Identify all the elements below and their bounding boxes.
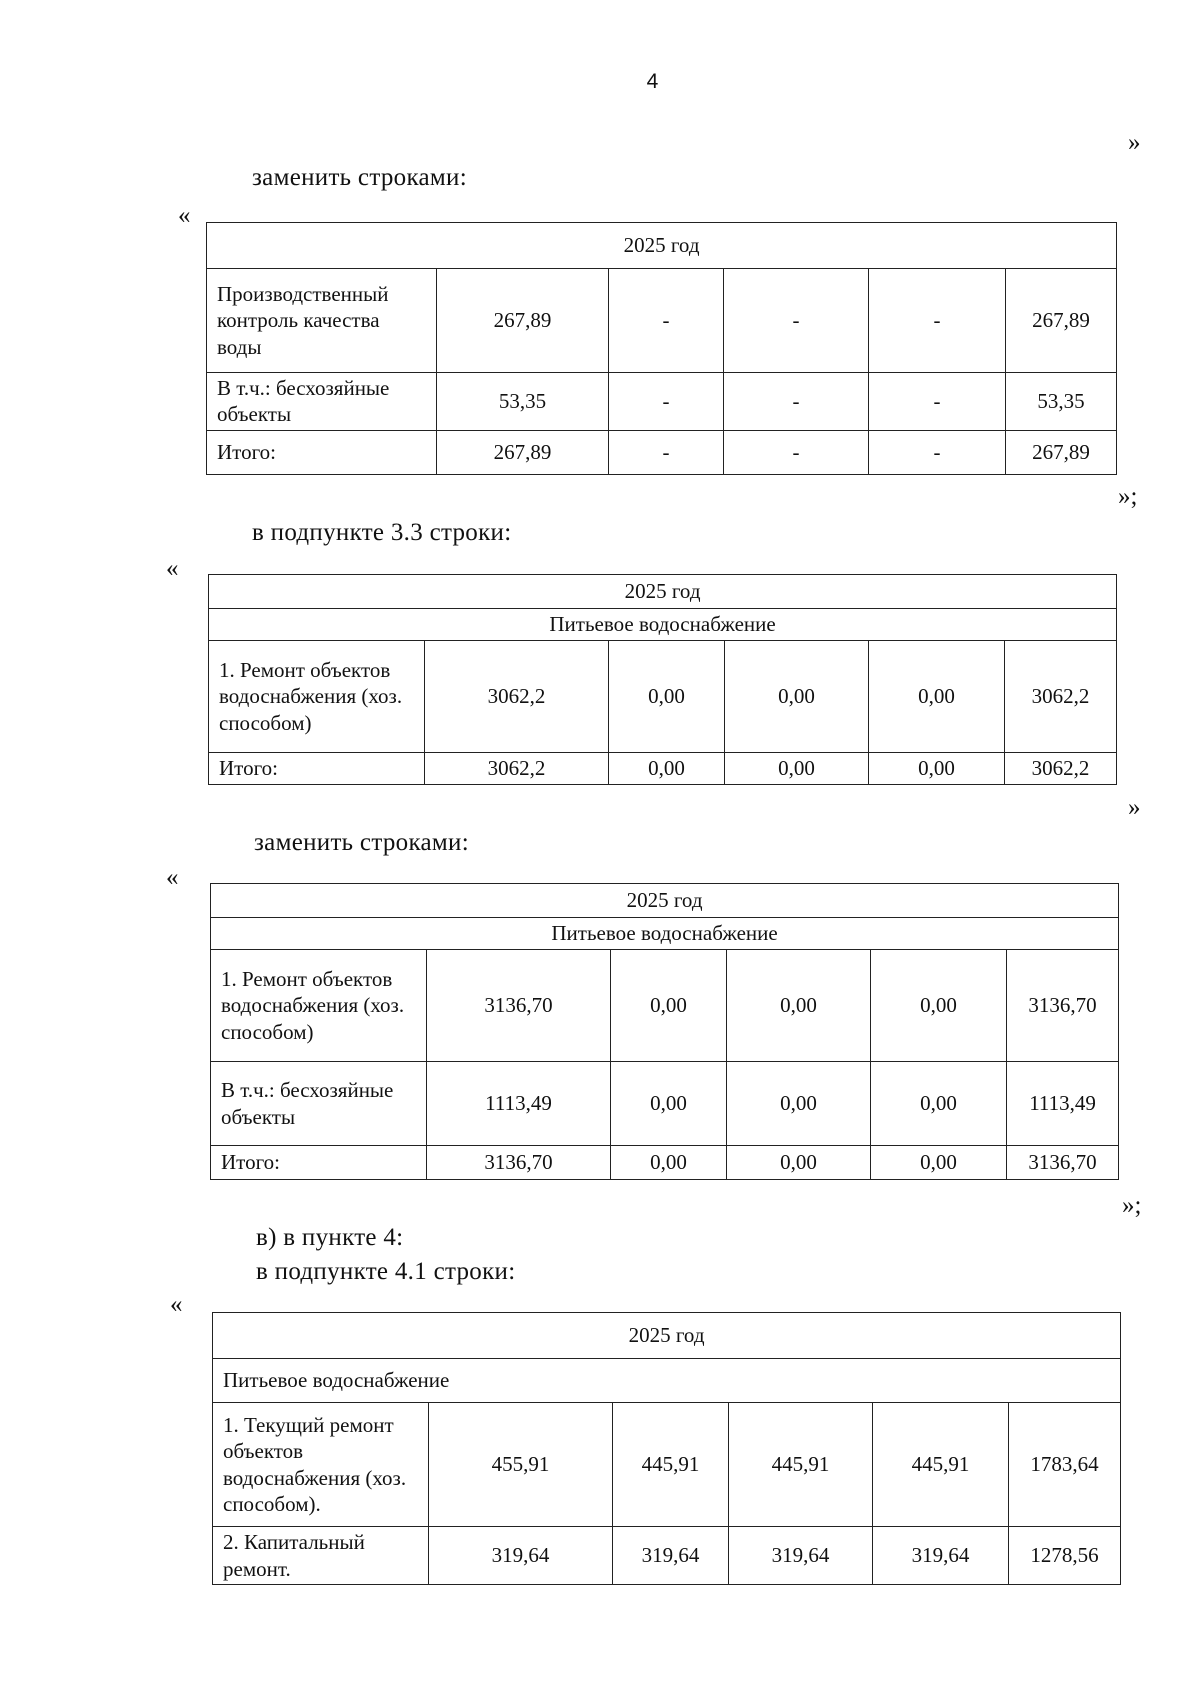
cell-value: 0,00 xyxy=(725,641,869,753)
cell-value: 1113,49 xyxy=(427,1062,611,1146)
row-label: Производственный контроль качества воды xyxy=(207,269,437,373)
table-year-header: 2025 год xyxy=(207,223,1117,269)
cell-value: - xyxy=(724,373,869,431)
opening-quote: « xyxy=(166,864,179,891)
cell-value: 445,91 xyxy=(729,1403,873,1527)
cell-value: - xyxy=(724,430,869,474)
cell-value: 3136,70 xyxy=(427,1146,611,1180)
cell-value: 0,00 xyxy=(869,641,1005,753)
cell-value: 0,00 xyxy=(727,950,871,1062)
cell-value: 0,00 xyxy=(609,753,725,785)
table-1 xyxy=(206,222,1117,475)
table-subheader: Питьевое водоснабжение xyxy=(213,1359,1121,1403)
cell-value: 3062,2 xyxy=(425,753,609,785)
row-label: В т.ч.: бесхозяйные объекты xyxy=(207,373,437,431)
cell-value: 267,89 xyxy=(437,430,609,474)
table-2 xyxy=(208,574,1117,785)
cell-value: - xyxy=(609,269,724,373)
cell-value: 0,00 xyxy=(871,1146,1007,1180)
cell-value: 0,00 xyxy=(725,753,869,785)
opening-quote: « xyxy=(166,555,179,582)
cell-value: 3136,70 xyxy=(1007,1146,1119,1180)
page-number: 4 xyxy=(646,70,659,93)
closing-quote: » xyxy=(1128,794,1141,821)
cell-value: 319,64 xyxy=(613,1527,729,1585)
cell-value: 455,91 xyxy=(429,1403,613,1527)
table-subheader: Питьевое водоснабжение xyxy=(209,609,1117,641)
row-label: 1. Текущий ремонт объектов водоснабжения (хоз. способом). xyxy=(213,1403,429,1527)
table-3 xyxy=(210,883,1119,1180)
row-label-total: Итого: xyxy=(209,753,425,785)
cell-value: 0,00 xyxy=(727,1062,871,1146)
cell-value: 53,35 xyxy=(437,373,609,431)
cell-value: 3062,2 xyxy=(1005,753,1117,785)
row-label: 1. Ремонт объектов водоснабжения (хоз. способом) xyxy=(209,641,425,753)
cell-value: 319,64 xyxy=(729,1527,873,1585)
cell-value: 0,00 xyxy=(727,1146,871,1180)
paragraph-replace-with: заменить строками: xyxy=(252,164,467,191)
table-year-header: 2025 год xyxy=(209,575,1117,609)
opening-quote: « xyxy=(170,1291,183,1318)
cell-value: - xyxy=(724,269,869,373)
table-year-header: 2025 год xyxy=(213,1313,1121,1359)
cell-value: - xyxy=(609,430,724,474)
paragraph-replace-with: заменить строками: xyxy=(254,829,469,856)
closing-quote: » xyxy=(1128,129,1141,156)
cell-value: 445,91 xyxy=(613,1403,729,1527)
cell-value: 0,00 xyxy=(611,950,727,1062)
table-4 xyxy=(212,1312,1121,1585)
paragraph-item-4: в) в пункте 4: xyxy=(256,1224,404,1251)
table-subheader: Питьевое водоснабжение xyxy=(211,918,1119,950)
cell-value: - xyxy=(869,373,1006,431)
cell-value: 3062,2 xyxy=(1005,641,1117,753)
table-year-header: 2025 год xyxy=(211,884,1119,918)
cell-value: 1113,49 xyxy=(1007,1062,1119,1146)
cell-value: 1783,64 xyxy=(1009,1403,1121,1527)
cell-value: 267,89 xyxy=(437,269,609,373)
row-label-total: Итого: xyxy=(207,430,437,474)
cell-value: - xyxy=(609,373,724,431)
cell-value: 0,00 xyxy=(871,1062,1007,1146)
cell-value: - xyxy=(869,430,1006,474)
row-label: В т.ч.: бесхозяйные объекты xyxy=(211,1062,427,1146)
opening-quote: « xyxy=(178,202,191,229)
cell-value: 0,00 xyxy=(871,950,1007,1062)
row-label-total: Итого: xyxy=(211,1146,427,1180)
row-label: 1. Ремонт объектов водоснабжения (хоз. способом) xyxy=(211,950,427,1062)
cell-value: 0,00 xyxy=(611,1146,727,1180)
cell-value: 319,64 xyxy=(873,1527,1009,1585)
closing-quote: »; xyxy=(1122,1192,1142,1219)
cell-value: 319,64 xyxy=(429,1527,613,1585)
closing-quote: »; xyxy=(1118,483,1138,510)
cell-value: - xyxy=(869,269,1006,373)
cell-value: 1278,56 xyxy=(1009,1527,1121,1585)
cell-value: 0,00 xyxy=(869,753,1005,785)
paragraph-subitem-4-1: в подпункте 4.1 строки: xyxy=(256,1258,516,1285)
cell-value: 267,89 xyxy=(1006,430,1117,474)
cell-value: 3136,70 xyxy=(427,950,611,1062)
row-label: 2. Капитальный ремонт. xyxy=(213,1527,429,1585)
cell-value: 0,00 xyxy=(611,1062,727,1146)
cell-value: 3062,2 xyxy=(425,641,609,753)
cell-value: 0,00 xyxy=(609,641,725,753)
cell-value: 3136,70 xyxy=(1007,950,1119,1062)
paragraph-subitem-3-3: в подпункте 3.3 строки: xyxy=(252,519,512,546)
cell-value: 267,89 xyxy=(1006,269,1117,373)
cell-value: 53,35 xyxy=(1006,373,1117,431)
cell-value: 445,91 xyxy=(873,1403,1009,1527)
